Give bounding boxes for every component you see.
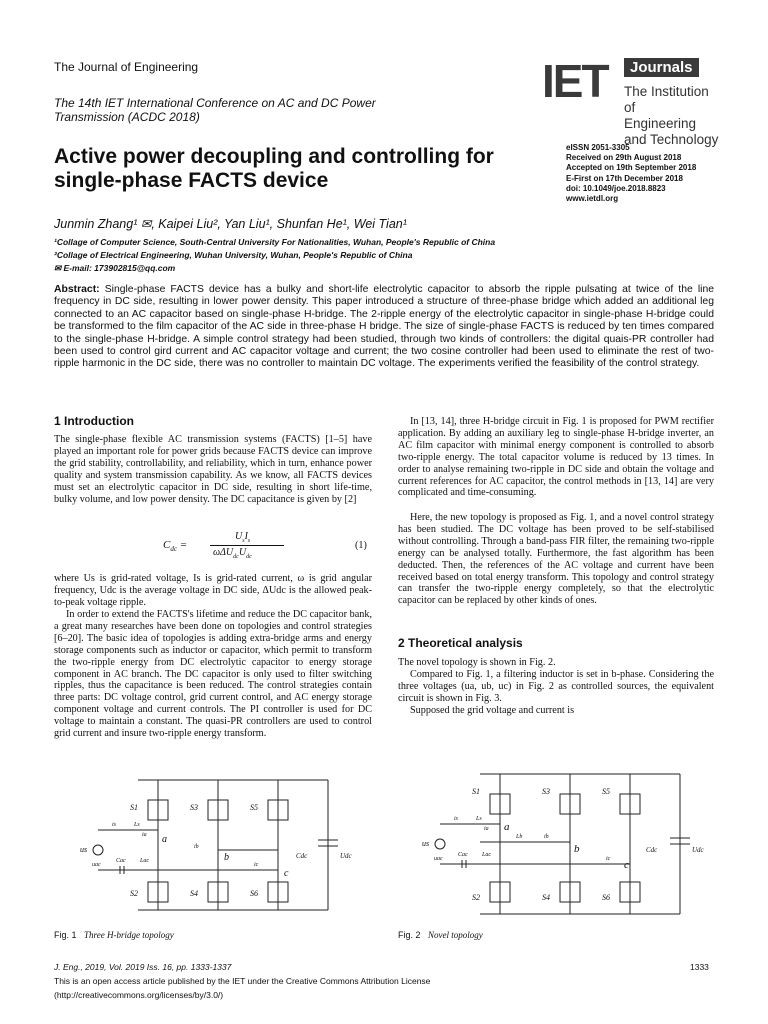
figure-2-title: Novel topology (428, 930, 483, 940)
fig1-ib: ib (194, 844, 199, 850)
title-line-1: Active power decoupling and controlling for (54, 145, 494, 168)
accepted-date: Accepted on 19th September 2018 (566, 163, 697, 173)
fig1-cac: Cac (116, 858, 126, 864)
abstract-label: Abstract: (54, 284, 100, 295)
figure-1-label: Fig. 1 (54, 930, 77, 940)
iet-logo-mark: IET (542, 55, 608, 107)
right-paragraph-4: Compared to Fig. 1, a filtering inductor is set in b-phase. Considering the three voltages (ua, ub, uc) in Fig. 2 as controlled sources, the equivalent circuit is shown in Fig. 3. (398, 669, 714, 704)
fraction-bar (210, 545, 284, 546)
fig1-switch-s5: S5 (250, 803, 258, 812)
footer-citation: J. Eng., 2019, Vol. 2019 Iss. 16, pp. 1333-1337 (54, 962, 232, 972)
fig2-node-a: a (504, 821, 510, 833)
title-line-2: single-phase FACTS device (54, 169, 329, 192)
fig2-switch-s2: S2 (472, 893, 480, 902)
figure-1-caption (54, 930, 174, 940)
right-paragraph-3: The novel topology is shown in Fig. 2. (398, 657, 556, 668)
intro-paragraph-3: In order to extend the FACTS's lifetime and reduce the DC capacitor bank, a great many researches have been done on topologies and control strategies [6–20]. The basic idea of topologies is adding extra-bridge arms and energy storage components such as inductor or capacitor, which permit to transform the two-ripple energy from DC electrolytic capacitor to energy storage component in AC branch. The DC capacitor is only used to filter switching ripples, thus the capacitance is been reduced. The control strategies contain three parts: DC voltage control, grid current control, and AC energy storage component voltage and current controls. The PI controller is used for DC voltage to maintain a constant. The quasi-PR controllers are used to control grid current and insure two-ripple energy transform. (54, 609, 372, 740)
figure-2-caption (398, 930, 483, 940)
fig2-cdc: Cdc (646, 846, 658, 854)
issn: eISSN 2051-3305 (566, 143, 630, 152)
fig1-switch-s3: S3 (190, 803, 198, 812)
fig2-node-b: b (574, 843, 580, 855)
fig1-node-c: c (284, 868, 289, 879)
fig1-udc: Udc (340, 852, 352, 860)
fig1-ia: ia (142, 832, 147, 838)
fig1-switch-s2: S2 (130, 889, 138, 898)
fig1-us: us (80, 845, 88, 854)
figure-1-title: Three H-bridge topology (84, 930, 174, 940)
article-meta (566, 143, 696, 204)
page-number: 1333 (690, 962, 709, 972)
efirst-date: E-First on 17th December 2018 (566, 173, 683, 183)
website-link[interactable]: www.ietdl.org (566, 194, 619, 204)
journal-name: The Journal of Engineering (54, 60, 199, 74)
right-paragraph-2: Here, the new topology is proposed as Fig. 1, and a novel control strategy has been studied. The DC voltage has been proved to be self-stabilised without controlling. Through a band-pass FIR filter, the remaining two-ripple energy can be analysed totally. Furthermore, the fast algorithm has been deducted. Then, the references of the AC voltage and current have been received based on total energy transform. This topology and control strategy can transfer the two-ripple energy completely, so that the electrolytic capacitor can be replaced by other kinds of ones. (398, 512, 714, 607)
fig1-cdc: Cdc (296, 852, 308, 860)
fig2-switch-s1: S1 (472, 787, 480, 796)
figure-2-circuit (420, 764, 710, 924)
fig1-switch-s4: S4 (190, 889, 198, 898)
fig2-ib: ib (544, 834, 549, 840)
right-paragraph-5: Supposed the grid voltage and current is (410, 705, 575, 716)
affiliation-2: ²Collage of Electrical Engineering, Wuhan University, Wuhan, People's Republic of China (54, 250, 413, 260)
institution-line-1: The Institution of (624, 84, 709, 115)
equation-1 (163, 531, 373, 561)
abstract (54, 284, 714, 371)
fig1-lac: Lac (140, 858, 149, 864)
fig2-switch-s4: S4 (542, 893, 550, 902)
intro-paragraph-2: where Us is grid-rated voltage, Is is grid-rated current, ω is grid angular frequency, Udc is the average voltage in DC side, ΔUdc is the allowed peak-to-peak voltage ripple. (54, 573, 372, 608)
fig1-uac: uac (92, 862, 101, 868)
journals-badge: Journals (624, 58, 699, 77)
conference-line-2: Transmission (ACDC 2018) (54, 110, 200, 124)
fig1-ls: Ls (134, 822, 140, 828)
affiliation-1: ¹Collage of Computer Science, South-Central University For Nationalities, Wuhan, People's Republic of China (54, 237, 496, 247)
fig2-switch-s5: S5 (602, 787, 610, 796)
equation-numerator: $U_sI_s$ (235, 531, 251, 544)
fig2-ls: Ls (476, 816, 482, 822)
conference-line-1: The 14th IET International Conference on AC and DC Power (54, 96, 376, 110)
figure-2-label: Fig. 2 (398, 930, 421, 940)
right-paragraph-1: In [13, 14], three H-bridge circuit in Fig. 1 is proposed for PWM rectifier application. By adding an auxiliary leg to single-phase H-bridge inverter, an AC film capacitor with minimal energy component is controlled to absorb two-ripple energy. The total capacitor volume is reduced by 13 times. In order to analyse remaining two-ripple in DC side and obtain the voltage and current references for AC capacitor, the control methods in [13, 14] are very complicated and time-consuming. (398, 416, 714, 499)
fig2-is: is (454, 816, 459, 822)
iet-logo (542, 55, 722, 147)
fig1-node-a: a (162, 834, 167, 845)
intro-paragraph-1: The single-phase flexible AC transmission systems (FACTS) [1–5] have played an important role for power grids because FACTS device can improve the grid stability, controllability, and reliability, which in turn, enhance power quality and system transmission capability. As we know, all FACTS devices must set an electrolytic capacitor in DC side, resulting in short life-time, bulky volume, and low power density. The DC capacitance is given by [2] (54, 434, 372, 505)
license-line-1: This is an open access article published by the IET under the Creative Commons Attribution License (54, 976, 431, 986)
fig2-cac: Cac (458, 852, 468, 858)
fig1-switch-s1: S1 (130, 803, 138, 812)
author-email[interactable]: ✉ E-mail: 173902815@qq.com (54, 263, 176, 273)
fig2-switch-s3: S3 (542, 787, 550, 796)
abstract-text: Single-phase FACTS device has a bulky and short-life electrolytic capacitor to absorb the ripple pulsating at twice of the line frequency in DC side, resulting in lower power density. This paper introduced a structure of three-phase bridge which added an additional leg connected to an AC capacitor based on single-phase H-bridge. The 2-ripple energy of the electrolytic capacitor in single-phase H-bridge could be transformed to the film capacitor of the AC side in three-phase H bridge. The size of single-phase FACTS is reduced by ten times compared to the single-phase H-bridge. A simple control strategy had been studied, through two kinds of controllers: the digital quais-PR controller had been used to control gird current and AC capacitor voltage and current; the two cosine controller had been used to eliminate the rest of two-ripple harmonic in the DC side, there was no controller to maintain DC voltage. The experiments verified the feasibility of the control strategy. (54, 284, 714, 370)
fig2-ic: ic (606, 856, 611, 862)
fig2-lb: Lb (516, 834, 523, 840)
institution-line-2: Engineering and Technology (624, 116, 719, 147)
fig1-node-b: b (224, 852, 229, 863)
license-link[interactable]: (http://creativecommons.org/licenses/by/3.0/) (54, 990, 224, 1000)
equation-number: (1) (355, 540, 367, 551)
received-date: Received on 29th August 2018 (566, 153, 682, 163)
conference-name (54, 96, 434, 124)
fig1-is: is (112, 822, 117, 828)
fig2-udc: Udc (692, 846, 704, 854)
fig2-us: us (422, 839, 430, 848)
fig2-ia: ia (484, 826, 489, 832)
fig1-switch-s6: S6 (250, 889, 258, 898)
section-1-heading: 1 Introduction (54, 414, 134, 428)
figure-1-circuit (78, 770, 358, 922)
section-2-heading: 2 Theoretical analysis (398, 636, 523, 650)
equation-denominator: $\omega\Delta U_{dc}U_{dc}$ (213, 547, 252, 560)
fig2-uac: uac (434, 856, 443, 862)
authors: Junmin Zhang¹ ✉, Kaipei Liu², Yan Liu¹, Shunfan He¹, Wei Tian¹ (54, 217, 407, 231)
institution-name (624, 84, 722, 148)
doi[interactable]: doi: 10.1049/joe.2018.8823 (566, 183, 666, 193)
fig2-lac: Lac (482, 852, 491, 858)
fig2-node-c: c (624, 859, 629, 871)
fig2-switch-s6: S6 (602, 893, 610, 902)
equation-lhs: $C_{dc}$ = (163, 539, 188, 554)
article-title (54, 145, 544, 193)
fig1-ic: ic (254, 862, 259, 868)
